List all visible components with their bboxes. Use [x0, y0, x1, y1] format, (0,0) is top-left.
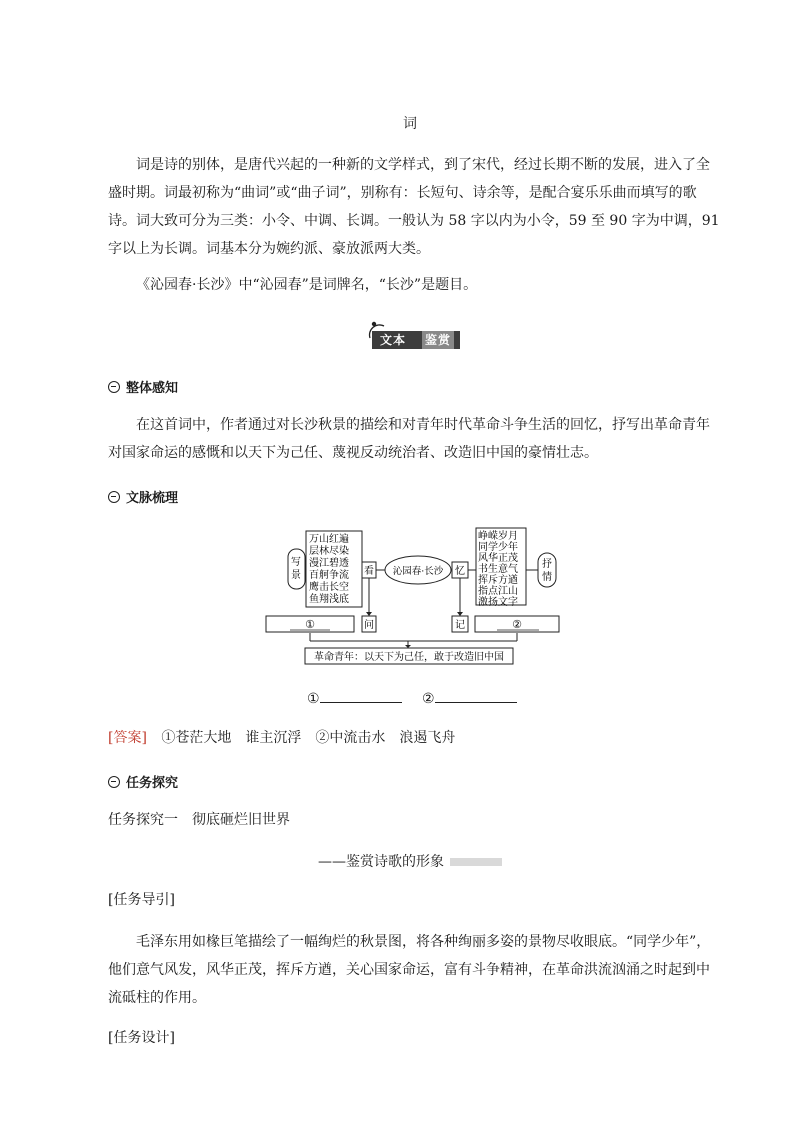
right-line-5: 挥斥方遒: [478, 575, 518, 586]
fill-blanks: [307, 688, 533, 709]
banner-label-b: 鉴赏: [422, 331, 454, 349]
left-tag-char-1: [291, 556, 301, 581]
left-line-3: 漫江碧透: [309, 558, 349, 569]
fill-blank-2[interactable]: [435, 688, 517, 703]
wen-label: 问: [364, 620, 374, 631]
diagram-blank-2: ②: [512, 618, 522, 631]
overview-paragraph: 在这首词中，作者通过对长沙秋景的描绘和对青年时代革命斗争生活的回忆，抒写出革命青年对国家命运的感慨和以天下为己任、蔑视反动统治者、改造旧中国的豪情壮志。: [108, 417, 710, 461]
banner-label-a: 文本: [380, 333, 407, 347]
left-line-2: 层林尽染: [309, 546, 349, 557]
right-tag-char: 情: [542, 572, 552, 583]
overview-heading-text: 整体感知: [126, 381, 179, 396]
guide-paragraph: 毛泽东用如椽巨笔描绘了一幅绚烂的秋景图，将各种绚丽多姿的景物尽收眼底。“同学少年”，他们意气风发，风华正茂，挥斥方遒，关心国家命运，富有斗争精神，在革命洪流汹涌之时起到中流砥柱的作用。: [108, 934, 711, 1006]
section-bullet-icon: [108, 381, 120, 393]
fill-blank-2-label: ②: [422, 691, 435, 707]
task-title: 任务探究一 彻底砸烂旧世界: [108, 812, 290, 828]
overview-heading: [108, 377, 178, 396]
right-line-7: 激扬文字: [478, 597, 518, 608]
guide-label: [任务导引]: [108, 892, 175, 908]
task-subtitle: [318, 852, 502, 872]
section-bullet-icon: [108, 776, 120, 788]
left-line-6: 鱼翔浅底: [309, 594, 349, 605]
answer-label: [答案]: [108, 730, 147, 746]
section-title: 词: [403, 116, 417, 132]
explore-heading: [108, 772, 178, 791]
right-line-6: 指点江山: [478, 586, 518, 597]
right-line-3: 风华正茂: [478, 553, 518, 564]
fill-blank-1-label: ①: [307, 691, 320, 707]
right-line-1: 峥嵘岁月: [478, 531, 518, 542]
answer-text: ①苍茫大地 谁主沉浮 ②中流击水 浪遏飞舟: [161, 730, 456, 746]
diagram-bottom-text: 革命青年：以天下为己任，敢于改造旧中国: [314, 652, 504, 663]
ji-label: 记: [455, 620, 465, 631]
left-line-5: 鹰击长空: [309, 582, 349, 593]
structure-heading: [108, 487, 178, 506]
subtitle-decor-bar: [450, 858, 502, 866]
design-label: [任务设计]: [108, 1030, 175, 1046]
fill-blank-1[interactable]: [320, 688, 402, 703]
title-explanation: 《沁园春·长沙》中“沁园春”是词牌名，“长沙”是题目。: [136, 277, 478, 293]
yi-label: 忆: [455, 566, 465, 577]
kan-label: 看: [364, 566, 374, 577]
right-line-2: 同学少年: [478, 542, 518, 553]
explore-heading-text: 任务探究: [126, 776, 179, 791]
left-line-4: 百舸争流: [309, 570, 349, 581]
right-tag-char: 抒: [542, 559, 552, 570]
section-bullet-icon: [108, 491, 120, 503]
right-line-4: 书生意气: [478, 564, 518, 575]
center-title: 沁园春·长沙: [392, 566, 444, 577]
structure-heading-text: 文脉梳理: [126, 491, 179, 506]
text-appreciation-banner: [366, 320, 462, 352]
intro-paragraph: 词是诗的别体，是唐代兴起的一种新的文学样式，到了宋代，经过长期不断的发展，进入了全盛时期。词最初称为“曲词”或“曲子词”，别称有：长短句、诗余等，是配合宴乐乐曲而填写的歌诗。词大致可分为三类：小令、中调、长调。一般认为 58 字以内为小令，59 至 90 字为中调，91 字以上为长调。词基本分为婉约派、豪放派两大类。: [108, 157, 720, 257]
right-tag: [542, 557, 552, 583]
diagram-blank-1: ①: [305, 618, 315, 631]
left-tag-char: 景: [291, 570, 301, 581]
left-line-1: 万山红遍: [309, 534, 349, 545]
left-tag-char: 写: [291, 557, 301, 568]
task-subtitle-text: ——鉴赏诗歌的形象: [318, 854, 444, 870]
answer-line: [108, 728, 455, 748]
